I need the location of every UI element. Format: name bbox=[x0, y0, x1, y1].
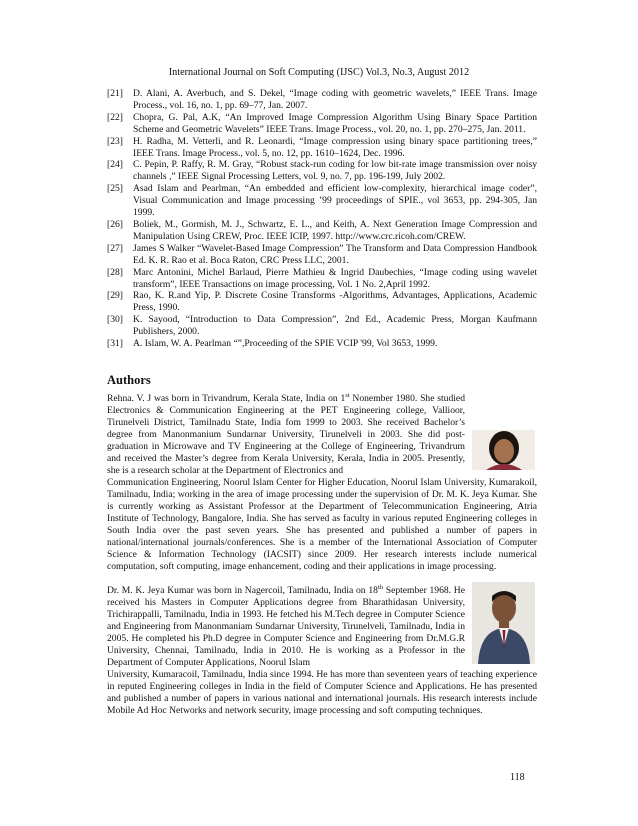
reference-item bbox=[107, 88, 537, 112]
authors-heading: Authors bbox=[107, 373, 151, 387]
reference-text: Chopra, G. Pal, A.K, “An Improved Image Compression Algorithm Using Binary Space Partition Scheme and Geometric Wavelets” IEEE Trans. Image Process., vol. 20, no. 1, pp. 270–275, Jan. 2011. bbox=[133, 111, 537, 135]
reference-text: A. Islam, W. A. Pearlman “”,Proceeding of the SPIE VCIP '99, Vol 3653, 1999. bbox=[133, 338, 438, 350]
reference-item bbox=[107, 290, 537, 314]
bio-superscript: th bbox=[377, 583, 383, 591]
reference-text: Boliek, M., Gormish, M. J., Schwartz, E. L., and Keith, A. Next Generation Image Compression and Manipulation Using CREW, Proc. IEEE ICIP, 1997. http://www.crc.ricoh.com/CREW. bbox=[133, 218, 537, 242]
reference-number: [28] bbox=[107, 266, 123, 278]
bio-text: Rehna. V. J was born in Trivandrum, Kerala State, India on 1 bbox=[107, 393, 346, 404]
bio-text: Nonember 1980. She studied Electronics & Communication Engineering at the PET Engineering college, Vallioor, Tirunelveli District, Tamilnadu State, India fom 1999 to 2003. She received Bachelor’s degree from Manonmanium Sundarnar University, Tirunelveli in 2003. She did post-graduation in Microwave and TV Engineering at the College of Engineering, Trivandrum and received the Master’s degree from Kerala University, Kerala, India in 2005. Presently, she is a research scholar at the Department of Electronics and bbox=[107, 393, 465, 476]
reference-item bbox=[107, 136, 537, 160]
bio-text: Dr. M. K. Jeya Kumar was born in Nagercoil, Tamilnadu, India on 18 bbox=[107, 585, 378, 596]
reference-number: [22] bbox=[107, 111, 123, 123]
journal-header: International Journal on Soft Computing (IJSC) Vol.3, No.3, August 2012 bbox=[168, 67, 470, 78]
bio-narrow-text bbox=[107, 585, 465, 669]
reference-text: D. Alani, A. Averbuch, and S. Dekel, “Image coding with geometric wavelets,” IEEE Trans. Image Process., vol. 16, no. 1, pp. 69–77, Jan. 2007. bbox=[133, 88, 537, 111]
author-photo-rehna bbox=[472, 430, 535, 470]
reference-number: [29] bbox=[107, 290, 123, 302]
reference-number: [27] bbox=[107, 242, 123, 254]
reference-item bbox=[107, 112, 537, 136]
reference-item bbox=[107, 183, 537, 219]
author-photo-jeyakumar bbox=[472, 582, 535, 664]
reference-text: K. Sayood, “Introduction to Data Compression”, 2nd Ed., Academic Press, Morgan Kaufmann Publishers, 2000. bbox=[133, 314, 537, 338]
author-bio-rehna bbox=[107, 393, 537, 573]
reference-item bbox=[107, 243, 537, 267]
reference-item bbox=[107, 159, 537, 183]
page-number: 118 bbox=[510, 772, 525, 783]
reference-number: [21] bbox=[107, 88, 123, 99]
reference-number: [30] bbox=[107, 314, 123, 326]
bio-superscript: st bbox=[345, 391, 350, 399]
reference-text: C. Pepin, P. Raffy, R. M. Gray, “Robust stack-run coding for low bit-rate image transmission over noisy channels ,” IEEE Signal Processing Letters, vol. 9, no. 7, pp. 196-199, July 2002. bbox=[133, 159, 537, 183]
reference-text: James S Walker “Wavelet-Based Image Compression” The Transform and Data Compression Handbook Ed. K. R. Rao et al. Boca Raton, CRC Press LLC, 2001. bbox=[133, 242, 537, 266]
bio-text-full: Communication Engineering, Noorul Islam Center for Higher Education, Noorul Islam University, Kumarakoil, Tamilnadu, India; working in the area of image processing under the supervision of Dr. M. K. Jeya Kumar. She is currently working as Assistant Professor at the Department of Telecommunication Engineering, Atria Institute of Technology, Bangalore, India. She has served as faculty in various reputed Engineering colleges in South India over the past seven years. She has presented and published a number of papers in national/international journals/conferences. She is a member of the International Association of Computer Science & Information Technology (IACSIT) since 2009. Her research interests include numerical computation, soft computing, image enhancement, coding and their applications in image processing. bbox=[107, 477, 537, 572]
reference-text: Marc Antonini, Michel Barlaud, Pierre Mathieu & Ingrid Daubechies, “Image coding using wavelet transform”, IEEE Transactions on image processing, Vol. 1 No. 2,April 1992. bbox=[133, 266, 537, 290]
reference-number: [25] bbox=[107, 183, 123, 195]
reference-item bbox=[107, 267, 537, 291]
reference-number: [23] bbox=[107, 135, 123, 147]
reference-item bbox=[107, 338, 537, 350]
reference-number: [31] bbox=[107, 338, 123, 350]
reference-number: [24] bbox=[107, 159, 123, 171]
bio-text-full: University, Kumaracoil, Tamilnadu, India since 1994. He has more than seventeen years of teaching experience in reputed Engineering colleges in India in the field of Computer Science and Applications. He has presented and published a number of papers in various national and international journals. His research interests include Mobile Ad Hoc Networks and network security, image processing and soft computing techniques. bbox=[107, 669, 537, 716]
reference-text: H. Radha, M. Vetterli, and R. Leonardi, “Image compression using binary space partitioning trees,” IEEE Trans. Image Process., vol. 5, no. 12, pp. 1610–1624, Dec. 1996. bbox=[133, 135, 537, 159]
reference-number: [26] bbox=[107, 218, 123, 230]
reference-text: Asad Islam and Pearlman, “An embedded and efficient low-complexity, hierarchical image coder”, Visual Communication and Image processing ’99 proceedings of SPIE., vol 3653, pp. 294-305, Jan 1999. bbox=[133, 183, 537, 219]
reference-item bbox=[107, 219, 537, 243]
bio-text: September 1968. He received his Masters in Computer Applications degree from Bharathidasan University, Trichirappalli, Tamilnadu, India in 1993. He fetched his M.Tech degree in Computer Science and Engineering from Manonmaniam Sundarnar University, Tirunelveli, Tamilnadu, India in 2005. He completed his Ph.D degree in Computer Science and Engineering from Dr.M.G.R University, Chennai, Tamilnadu, India in 2010. He is working as a Professor in the Department of Computer Applications, Noorul Islam bbox=[107, 585, 465, 668]
reference-text: Rao, K. R.and Yip, P. Discrete Cosine Transforms -Algorithms, Advantages, Applications, Academic Press, 1990. bbox=[133, 290, 537, 314]
reference-list bbox=[107, 88, 537, 350]
reference-item bbox=[107, 314, 537, 338]
bio-narrow-text bbox=[107, 393, 465, 477]
